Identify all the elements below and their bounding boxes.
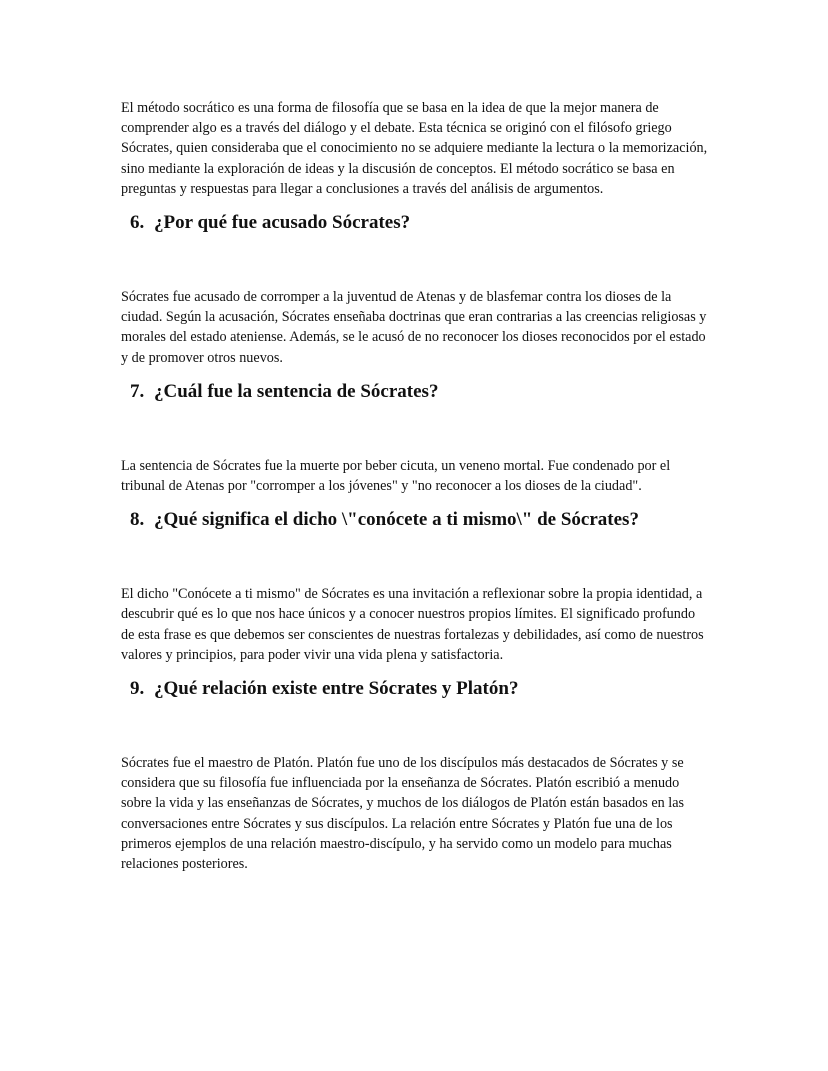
question-heading-6 [130,211,711,235]
intro-paragraph: El método socrático es una forma de filosofía que se basa en la idea de que la mejor manera de comprender algo es a través del diálogo y el debate. Esta técnica se originó con el filósofo griego Sócrates, quien consideraba que el conocimiento no se adquiere mediante la lectura o la memorización, sino mediante la exploración de ideas y la discusión de conceptos. El método socrático se basa en preguntas y respuestas para llegar a conclusiones a través del análisis de argumentos. [121,100,708,197]
answer-paragraph-7: La sentencia de Sócrates fue la muerte por beber cicuta, un veneno mortal. Fue condenado por el tribunal de Atenas por "corromper a los jóvenes" y "no reconocer a los dioses de la ciudad". [121,457,671,495]
question-text: ¿Por qué fue acusado Sócrates? [154,212,411,234]
question-text: ¿Qué relación existe entre Sócrates y Platón? [154,678,519,700]
question-text: ¿Cuál fue la sentencia de Sócrates? [154,380,439,402]
answer-paragraph-6: Sócrates fue acusado de corromper a la juventud de Atenas y de blasfemar contra los dioses de la ciudad. Según la acusación, Sócrates enseñaba doctrinas que eran contrarias a las creencias religiosas y morales del estado ateniense. Además, se le acusó de no reconocer los dioses reconocidos por el estado y de promover otros nuevos. [121,289,707,366]
answer-paragraph-9: Sócrates fue el maestro de Platón. Platón fue uno de los discípulos más destacados de Sócrates y se considera que su filosofía fue influenciada por la enseñanza de Sócrates. Platón escribió a menudo sobre la vida y las enseñanzas de Sócrates, y muchos de los diálogos de Platón están basados en las conversaciones entre Sócrates y sus discípulos. La relación entre Sócrates y Platón fue una de los primeros ejemplos de una relación maestro-discípulo, y ha servido como un modelo para muchas relaciones posteriores. [121,755,685,873]
answer-paragraph-8: El dicho "Conócete a ti mismo" de Sócrates es una invitación a reflexionar sobre la propia identidad, a descubrir qué es lo que nos hace únicos y a conocer nuestros propios límites. El significado profundo de esta frase es que debemos ser conscientes de nuestras fortalezas y debilidades, así como de nuestros valores y principios, para poder vivir una vida plena y satisfactoria. [121,586,704,663]
question-text: ¿Qué significa el dicho \"conócete a ti mismo\" de Sócrates? [154,509,639,531]
question-number: 6. [130,212,145,234]
question-heading-9 [130,677,711,701]
question-heading-8 [130,508,711,532]
document-page [121,98,711,874]
question-number: 7. [130,380,145,402]
question-number: 9. [130,678,145,700]
question-heading-7 [130,380,711,404]
question-number: 8. [130,509,145,531]
